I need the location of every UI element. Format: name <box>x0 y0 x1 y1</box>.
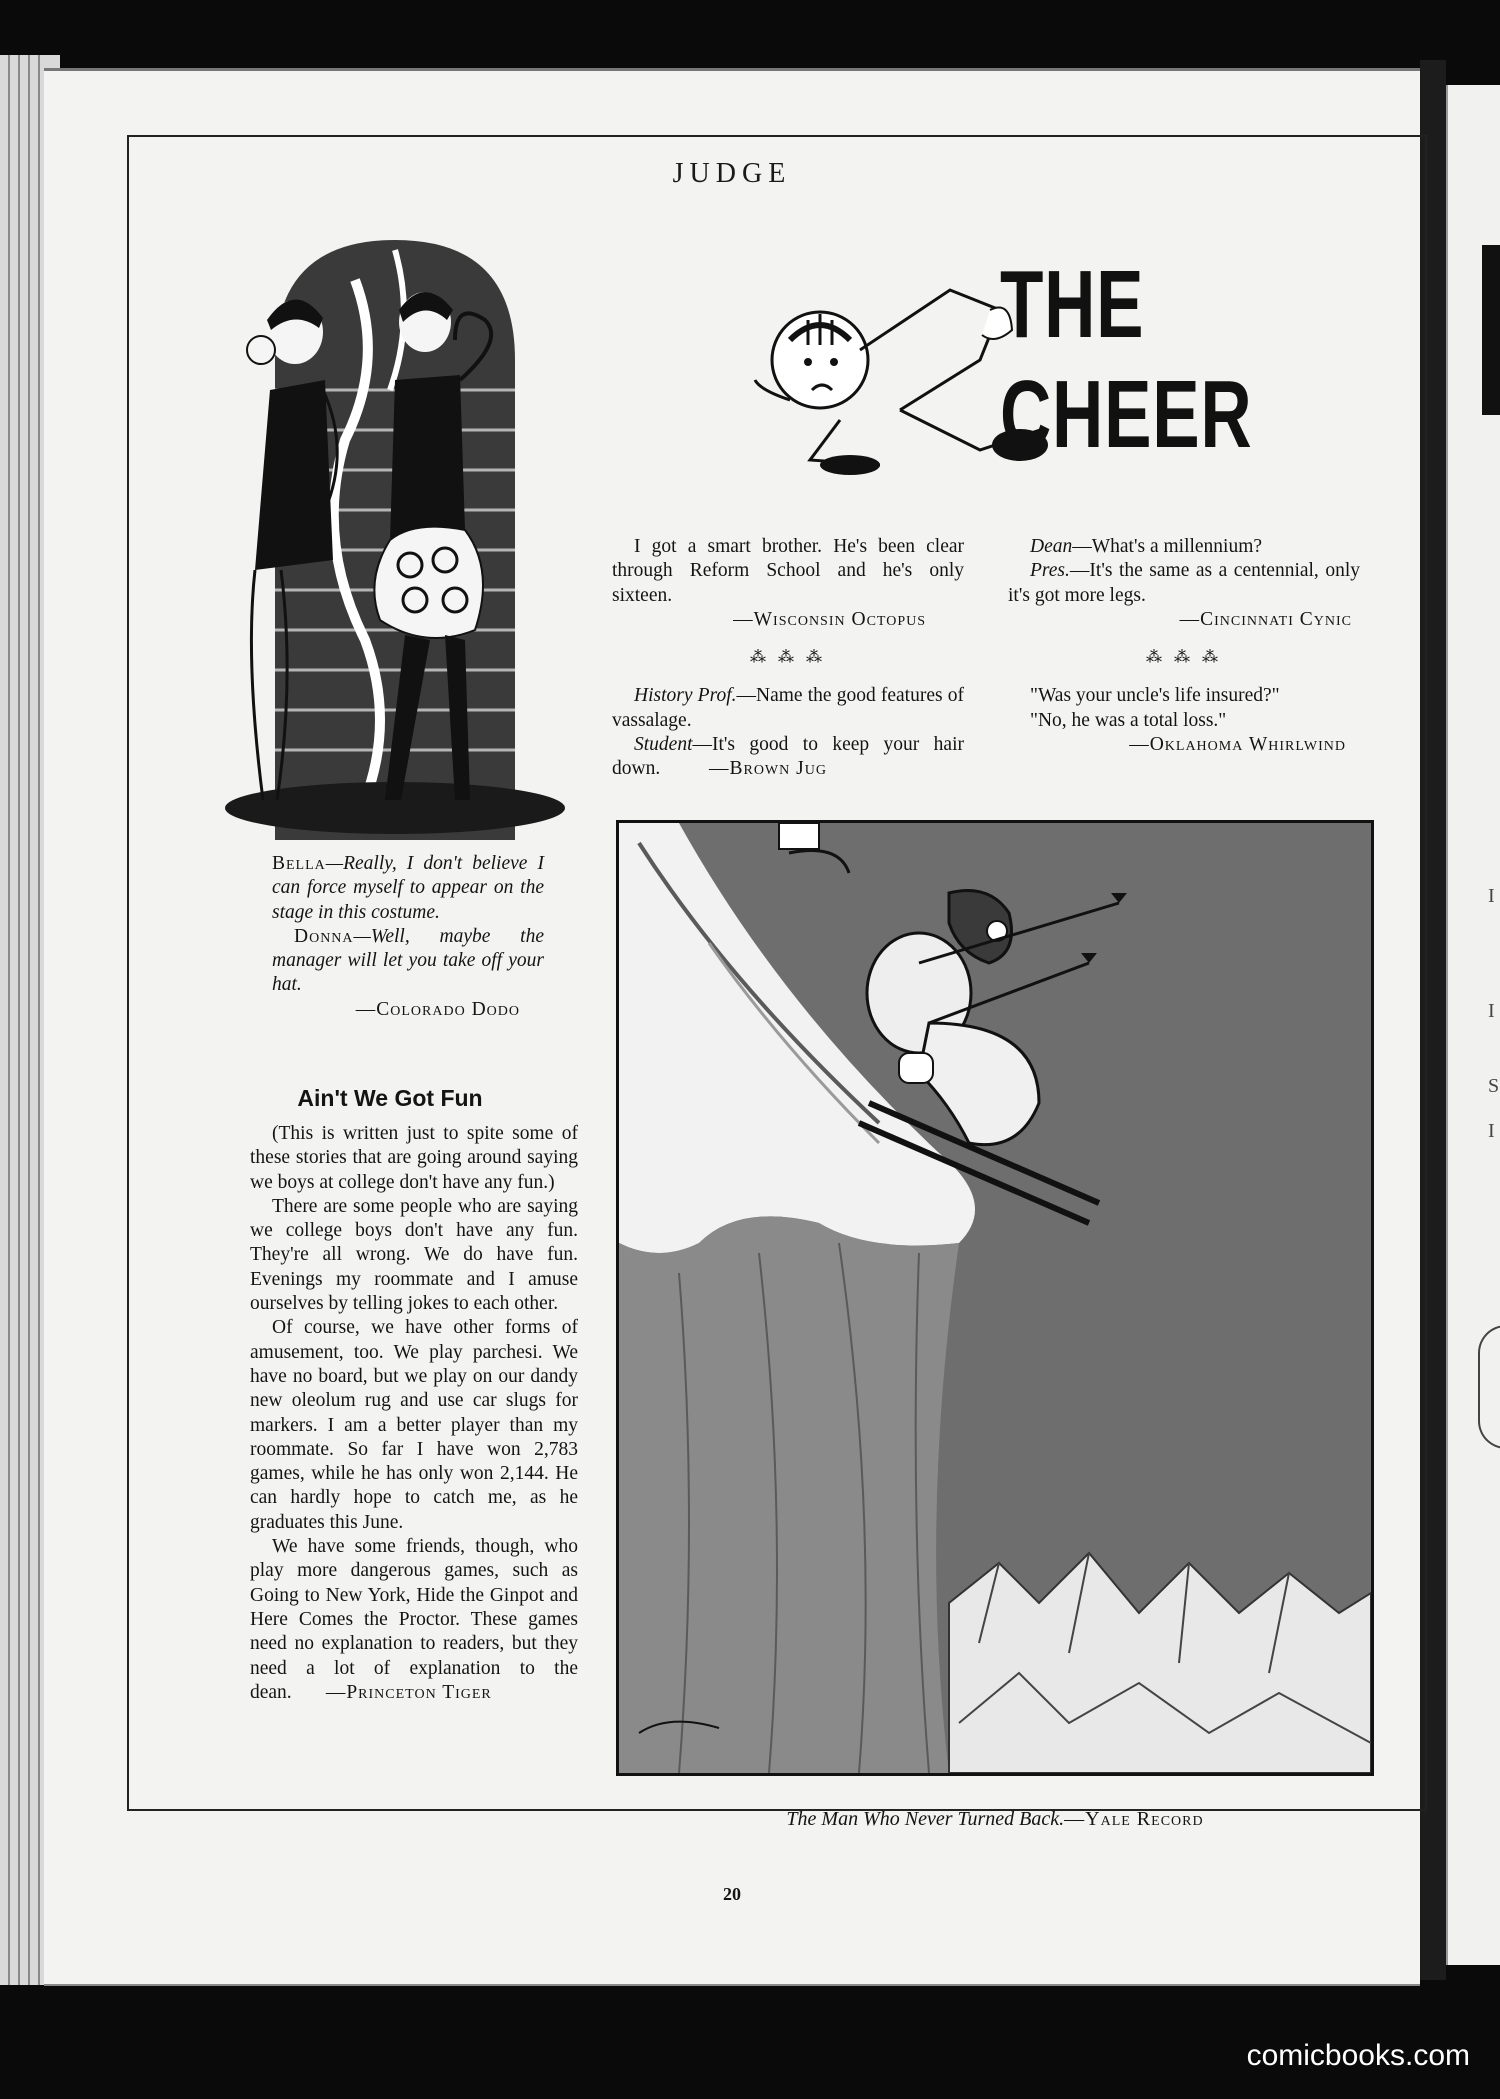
cheer-heading: THE CHEER <box>1000 251 1253 468</box>
ski-caption-text: The Man Who Never Turned Back. <box>786 1808 1065 1830</box>
article-credit: —Princeton Tiger <box>325 1681 492 1703</box>
article-body <box>250 1122 578 1705</box>
cartoon-credit: —Colorado Dodo <box>355 998 520 1020</box>
joke-credit: —Wisconsin Octopus <box>733 608 926 630</box>
page-number: 20 <box>723 1884 741 1904</box>
cartoon-caption <box>272 852 544 1022</box>
joke-credit: —Brown Jug <box>708 758 827 780</box>
cheer-column-1 <box>612 535 964 782</box>
separator-stars: ⁂ ⁂ ⁂ <box>750 649 826 667</box>
ski-caption-credit: —Yale Record <box>1064 1808 1204 1830</box>
donna-line: —Well, maybe the manager will let you take off your hat. <box>272 925 544 996</box>
article-title: Ain't We Got Fun <box>297 1085 483 1111</box>
article-paragraph: We have some friends, though, who play more dangerous games, such as Going to New York, Hide the Ginpot and Here Comes the Proctor. These games need no explanation to readers, but they need a lot of explanation to the dean. —Princeton Tiger <box>250 1536 578 1703</box>
joke-brother: I got a smart brother. He's been clear through Reform School and he's only sixteen. <box>612 536 964 606</box>
speaker-bella: Bella <box>272 853 326 874</box>
ski-caption <box>616 1808 1374 1831</box>
watermark: comicbooks.com <box>1246 2039 1470 2072</box>
joke-uncle-reply: "No, he was a total loss." <box>1030 709 1227 731</box>
separator-stars: ⁂ ⁂ ⁂ <box>1146 649 1222 667</box>
joke-uncle: "Was your uncle's life insured?" <box>1030 685 1280 707</box>
joke-vassalage: History Prof.—Name the good features of vassalage. <box>612 685 964 731</box>
article-paragraph: (This is written just to spite some of these stories that are going around saying we boys at college don't have any fun.) <box>250 1123 578 1193</box>
magazine-header: JUDGE <box>672 158 792 189</box>
cheer-column-2 <box>1008 535 1360 757</box>
speaker-donna: Donna <box>294 925 354 947</box>
joke-millennium-reply: Pres.—It's the same as a centennial, only it's got more legs. <box>1008 560 1360 606</box>
joke-credit: —Cincinnati Cynic <box>1179 608 1352 630</box>
joke-millennium: Dean—What's a millennium? <box>1030 536 1263 557</box>
bathing-suit-cartoon <box>215 240 575 840</box>
ski-jumper-cartoon <box>616 820 1374 1776</box>
joke-vassalage-reply: Student—It's good to keep your hair down. —Brown Jug <box>612 734 964 780</box>
adjacent-page-edge: I I S I <box>1446 85 1500 1965</box>
bella-line: —Really, I don't believe I can force myself to appear on the stage in this costume. <box>272 853 544 923</box>
article-paragraph: Of course, we have other forms of amusement, too. We play parchesi. We have no board, but we play on our dandy new oleolum rug and use car slugs for markers. I am a better player than my roommate. So far I have won 2,783 games, while he has only won 2,144. He can hardly hope to catch me, as he graduates this June. <box>250 1317 578 1533</box>
joke-credit: —Oklahoma Whirlwind <box>1129 734 1346 756</box>
article-paragraph: There are some people who are saying we college boys don't have any fun. They're all wrong. We do have fun. Evenings my roommate and I amuse ourselves by telling jokes to each other. <box>250 1195 578 1315</box>
